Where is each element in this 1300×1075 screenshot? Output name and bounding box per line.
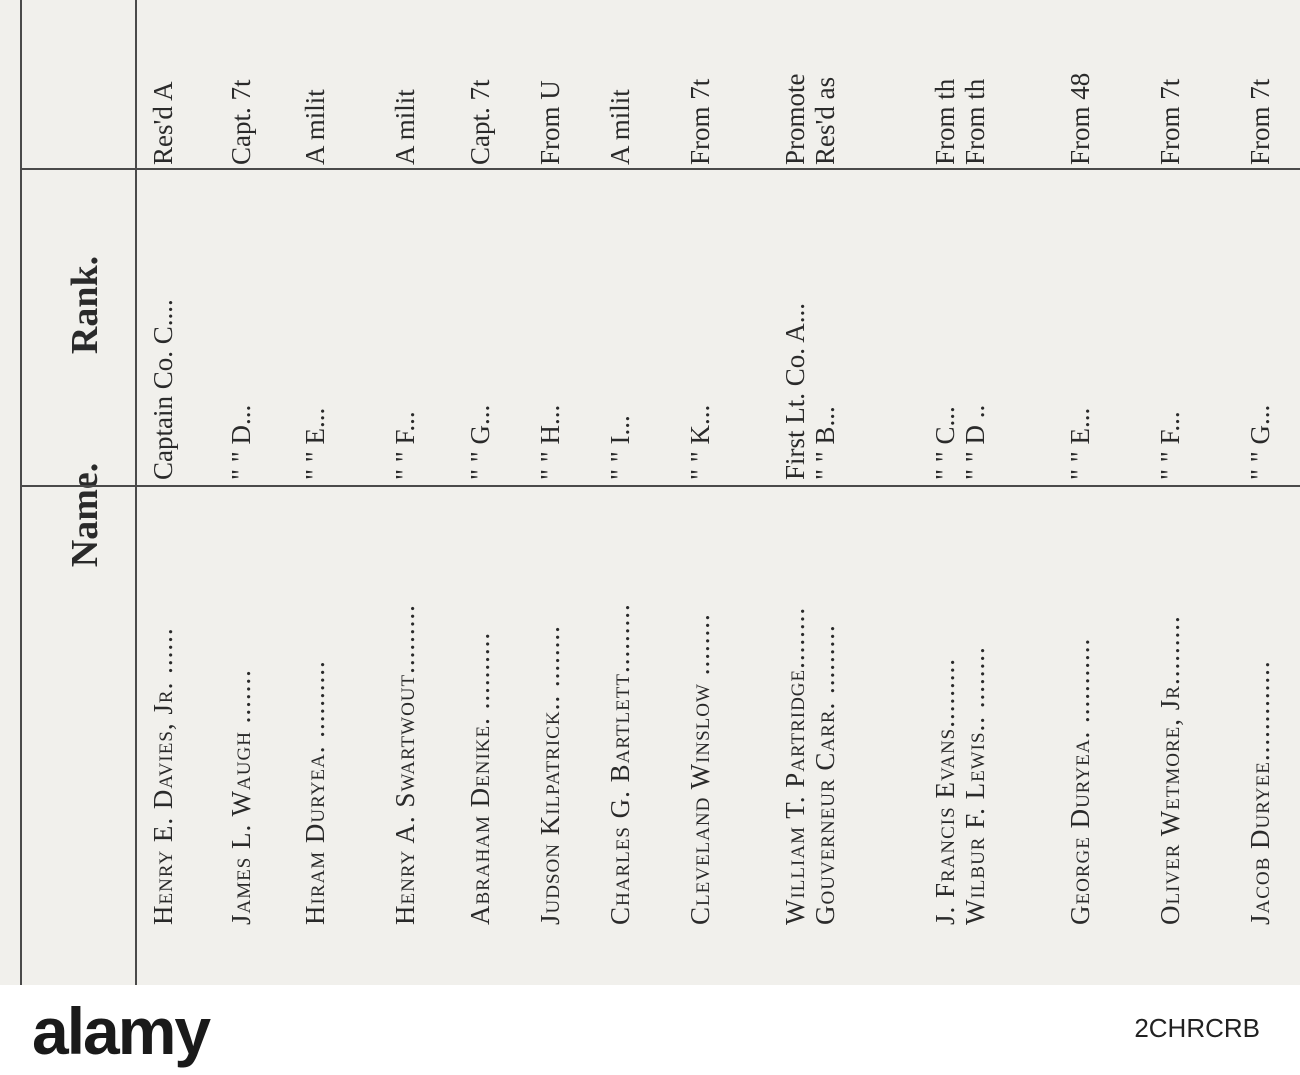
officer-rank: " " G... bbox=[465, 404, 495, 480]
officer-rank: " " G... bbox=[1245, 404, 1275, 480]
officer-remark: Capt. 7t bbox=[465, 79, 495, 165]
officer-rank: " " F... bbox=[390, 411, 420, 480]
officer-name: Henry A. Swartwout......... bbox=[390, 604, 420, 925]
officer-remark: From U bbox=[535, 80, 565, 165]
column-divider-1 bbox=[20, 485, 1300, 487]
officer-name: James L. Waugh ....... bbox=[226, 669, 256, 925]
officer-rank: First Lt. Co. A... bbox=[780, 302, 810, 480]
officer-name: Abraham Denike. .......... bbox=[465, 631, 495, 925]
officer-name: Wilbur F. Lewis.. ........ bbox=[960, 646, 990, 925]
officer-remark: A milit bbox=[300, 89, 330, 165]
image-id: 2CHRCRB bbox=[1134, 1013, 1260, 1043]
officer-name: Oliver Wetmore, Jr......... bbox=[1155, 615, 1185, 925]
officer-rank: " " F... bbox=[1155, 411, 1185, 480]
officer-name: Gouverneur Carr. ......... bbox=[810, 624, 840, 925]
officer-rank: " " D... bbox=[226, 404, 256, 480]
officer-name: Hiram Duryea. .......... bbox=[300, 660, 330, 925]
watermark-bar bbox=[0, 985, 1300, 1075]
officer-remark: From 7t bbox=[685, 78, 715, 165]
officer-name: Judson Kilpatrick.. ........ bbox=[535, 625, 565, 925]
column-header-name: Name. bbox=[64, 462, 106, 568]
officer-name: Jacob Duryee............. bbox=[1245, 660, 1275, 925]
column-header-rank: Rank. bbox=[64, 255, 106, 355]
officer-remark: From 7t bbox=[1155, 78, 1185, 165]
officer-name: William T. Partridge........ bbox=[780, 606, 810, 925]
officer-rank: Captain Co. C.... bbox=[148, 299, 178, 480]
officer-remark: Promote bbox=[780, 73, 810, 165]
officer-remark: From 48 bbox=[1065, 72, 1095, 165]
officer-rank: " " K... bbox=[685, 404, 715, 480]
officer-name: Henry E. Davies, Jr. ...... bbox=[148, 627, 178, 925]
officer-rank: " " E... bbox=[1065, 407, 1095, 480]
alamy-logo: alamy bbox=[32, 994, 210, 1068]
officer-remark: Capt. 7t bbox=[226, 79, 256, 165]
officer-remark: From th bbox=[930, 78, 960, 165]
header-rule bbox=[135, 0, 137, 985]
top-rule bbox=[20, 0, 22, 985]
officer-rank: " " B... bbox=[810, 406, 840, 480]
officer-remark: From 7t bbox=[1245, 78, 1275, 165]
officer-rank: " " D .. bbox=[960, 404, 990, 480]
officer-rank: " " H... bbox=[535, 404, 565, 480]
officer-remark: A milit bbox=[605, 89, 635, 165]
officer-rank: " " E... bbox=[300, 407, 330, 480]
officer-rank: " " C... bbox=[930, 406, 960, 480]
officer-remark: A milit bbox=[390, 89, 420, 165]
officer-remark: From th bbox=[960, 78, 990, 165]
column-divider-2 bbox=[20, 168, 1300, 170]
officer-rank: " " I... bbox=[605, 415, 635, 480]
officer-remark: Res'd as bbox=[810, 76, 840, 165]
officer-name: J. Francis Evans......... bbox=[930, 658, 960, 925]
officer-name: George Duryea. ........... bbox=[1065, 637, 1095, 925]
officer-remark: Res'd A bbox=[148, 81, 178, 165]
officer-name: Cleveland Winslow ........ bbox=[685, 613, 715, 925]
officer-name: Charles G. Bartlett......... bbox=[605, 603, 635, 925]
